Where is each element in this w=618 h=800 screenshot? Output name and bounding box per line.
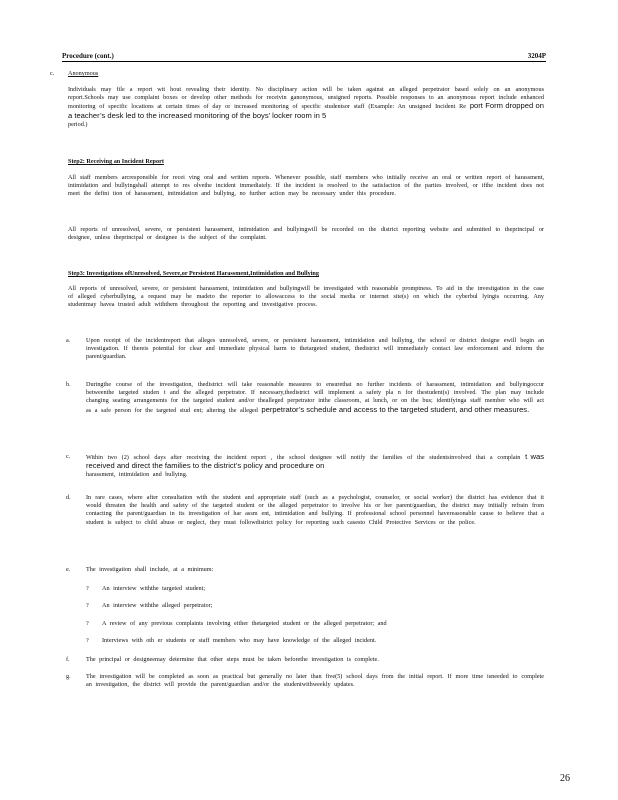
e-item-1-bullet: ? (86, 585, 89, 592)
e-item-2-bullet: ? (86, 602, 89, 609)
item-a-label: a. (66, 337, 71, 344)
item-a-text: Upon receipt of the incidentreport that alleges unresolved, severe, or persistent harassment, intimidation and bullying, the school or district designe ewill begin an investigation. If thereis potential for clear and immediate physical harm to thetargeted student, thedistrict will immediately contact law enforcement and inform the parent/guardian. (86, 337, 544, 361)
item-d-text: In rare cases, where after consultation with the student and appropriate staff (such as a psychologist, counselor, or social worker) the district has evidence that it would threaten the health and safety of the targeted student or the alleged perpetrator to involve his or her parent/guardian, the district may initially refrain from contacting the parent/guardian in its investigation of har assm ent, intimidation and bullying. If professional school personnel havereasonable cause to believe that a student is subject to child abuse or neglect, they must followdistrict policy for reporting such casesto Child Protective Services or the police. (86, 494, 544, 526)
procedure-header (62, 52, 546, 62)
item-f-text: The principal or designeemay determine that other steps must be taken beforethe investigation is complete. (86, 656, 379, 663)
step2-heading: Step2: Receiving an Incident Report (68, 158, 164, 165)
e-item-4-bullet: ? (86, 637, 89, 644)
item-c-text-b: t was received and direct the families to the district’s policy and procedure on (86, 452, 544, 471)
e-item-4-text: Interviews with oth er students or staff members who may have knowledge of the alleged incident. (102, 637, 377, 644)
item-f-label: f. (66, 656, 70, 663)
step3-paragraph: All reports of unresolved, severe, or persistent harassment, intimidation and bullyingwill be investigated with reasonable promptness. To aid in the investigation in the case of alleged cyberbullying, a request may be madeto the reporter to allowaccess to the social media or internet site(s) on which the cyberbul lyingis occurring. Any studentmay havea trusted adult withthem throughout the reporting and investigative process. (68, 285, 544, 309)
item-d-label: d. (66, 494, 71, 501)
header-left: Procedure (cont.) (62, 52, 114, 60)
e-item-3-text: A review of any previous complaints involving either thetargeted student or the alleged perpetrator; and (102, 620, 387, 627)
e-item-1-text: An interview withthe targeted student; (102, 585, 206, 592)
step3-heading: Step3: Investigations ofUnresolved, Severe,or Persistent Harassment,Intimidation and Bullying (68, 270, 319, 277)
anonymous-text-c: period.) (68, 120, 88, 128)
item-c-label: c. (66, 453, 71, 460)
item-e-label: e. (66, 566, 71, 573)
item-c-text (86, 453, 544, 480)
item-c-text-a: Within two (2) school days after receiving the incident report , the school designee will notify the families of the studentsinvolved that a complain (86, 454, 521, 461)
section-c-label: c. (50, 70, 55, 77)
item-e-text: The investigation shall include, at a minimum: (86, 566, 214, 573)
anonymous-text-a: Individuals may file a report wit hout revealing their identity. No disciplinary action will be taken against an alleged perpetrator based solely on an anonymous report.Schools may use complaint boxes or develop other methods for receivin ganonymous, unsigned reports. Possible responses to an anonymous report include enhanced monitoring of specific locations at certain times of day or increased monitoring of specific studentsor staff (Example: An unsigned Incident Re (68, 86, 544, 111)
item-g-label: g. (66, 673, 71, 680)
step2-paragraph-2: All reports of unresolved, severe, or persistent harassment, intimidation and bullyingwill be recorded on the district reporting website and submitted to theprincipal or designee, unless theprincipal or designee is the subject of the complaint. (68, 226, 544, 242)
header-code: 3204P (527, 52, 546, 60)
item-c-text-c: harassment, intimidation and bullying. (86, 471, 188, 479)
item-b-text-b: perpetrator’s schedule and access to the targeted student, and other measures. (261, 404, 530, 414)
e-item-3-bullet: ? (86, 620, 89, 627)
page-number: 26 (560, 773, 570, 784)
item-g-text: The investigation will be completed as soon as practical but generally no later than five(5) school days from the initial report. If more time isneeded to complete an investigation, the district will provide the parent/guardian and/or the studentwithweekly updates. (86, 673, 544, 689)
item-b-text (86, 381, 544, 415)
section-c-title: Anonymous (68, 70, 99, 77)
anonymous-paragraph (68, 86, 544, 129)
item-b-text-a: Duringthe course of the investigation, thedistrict will take reasonable measures to ensurethat no further incidents of harassment, intimidation and bullyingoccur betweenthe targeted studen t and the alleged perpetrator. If necessary,thedistrict will implement a safety pla n for thestudent(s) involved. The plan may include changing seating arrangements for the targeted student and/or thealleged perpetrator inthe classroom, at lunch, or on the bus; identifyinga staff member who will act as a safe person for the targeted stud ent; altering the alleged (86, 381, 544, 414)
step2-paragraph-1: All staff members arcresponsible for recei ving oral and written reports. Whenever possible, staff members who initially receive an oral or written report of harassment, intimidation and bullyingshall attempt to res olvethe incident immediately. If the incident is resolved to the satisfaction of the parties involved, or ifthe incident does not meet the defini tion of harassment, intimidation and bullying, no further action may be necessary under this procedure. (68, 174, 544, 198)
item-b-label: b. (66, 381, 71, 388)
anonymous-text-b: port Form dropped on a teacher’s desk led to the increased monitoring of the boys’ locker room in 5 (68, 101, 545, 120)
e-item-2-text: An interview withthe alleged perpetrator; (102, 602, 213, 609)
